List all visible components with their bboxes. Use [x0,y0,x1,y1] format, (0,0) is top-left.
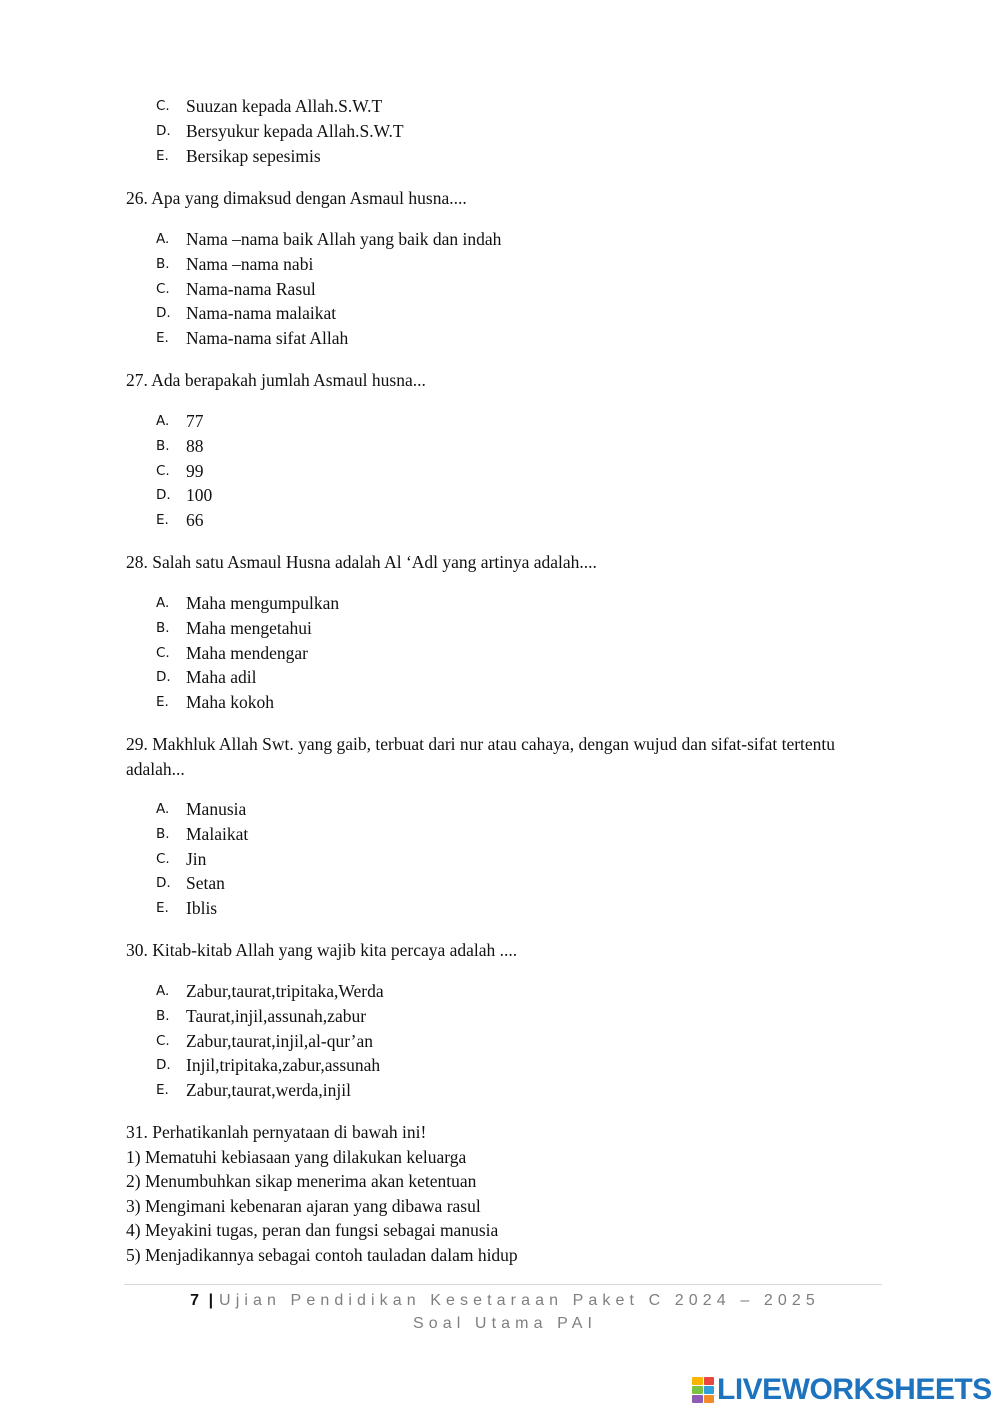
answer-option[interactable] [156,797,248,822]
statement-item: 3) Mengimani kebenaran ajaran yang dibawa rasul [126,1195,481,1216]
option-text: Zabur,taurat,injil,al-qur’an [186,1030,374,1051]
answer-option[interactable] [156,690,339,715]
answer-option[interactable] [156,665,339,690]
option-text: 100 [186,485,213,506]
option-text: Maha mendengar [186,642,308,663]
statement-item: 4) Meyakini tugas, peran dan fungsi sebagai manusia [126,1220,499,1241]
option-text: Nama-nama Rasul [186,278,316,299]
option-letter: A. [156,595,170,611]
option-text: 66 [186,510,204,531]
footer-separator: | [208,1292,214,1309]
option-text: Setan [186,873,225,894]
answer-option[interactable] [156,1053,384,1078]
statement-item: 1) Mematuhi kebiasaan yang dilakukan keluarga [126,1147,467,1167]
footer-exam-title: Ujian Pendidikan Kesetaraan Paket C 2024 – 2025 [219,1292,820,1309]
question-26-text: 26. Apa yang dimaksud dengan Asmaul husna.... [126,188,467,208]
question-26-options [156,227,501,351]
option-text: 99 [186,460,204,481]
option-letter: B. [156,619,170,636]
option-text: Bersikap sepesimis [186,145,321,166]
option-text: Maha mengumpulkan [186,593,340,613]
option-letter: E. [156,512,169,529]
answer-option[interactable] [156,979,384,1004]
option-text: 88 [186,435,204,456]
footer-subject: Soal Utama PAI [412,1315,598,1332]
page-footer [120,1289,890,1335]
statement-item: 2) Menumbuhkan sikap menerima akan ketentuan [126,1171,477,1192]
answer-option[interactable] [156,1078,384,1103]
answer-option[interactable] [156,483,212,508]
footer-divider [124,1284,882,1285]
answer-option[interactable] [156,616,339,641]
option-letter: D. [156,1057,171,1074]
continued-option-list [156,94,404,168]
option-text: Nama –nama baik Allah yang baik dan indah [186,229,502,249]
question-29-options [156,797,248,921]
answer-option[interactable] [156,591,339,616]
option-letter: E. [156,147,169,164]
question-30-options [156,979,384,1103]
option-letter: C. [156,98,170,114]
option-text: Malaikat [186,823,249,844]
option-text: Jin [186,848,207,869]
option-text: Zabur,taurat,tripitaka,Werda [186,981,384,1001]
option-letter: A. [156,231,170,247]
answer-option[interactable] [156,144,404,169]
answer-option[interactable] [156,434,212,459]
logo-block [704,1386,715,1394]
option-text: Zabur,taurat,werda,injil [186,1080,351,1101]
option-text: Nama-nama malaikat [186,303,337,324]
option-letter: C. [156,850,170,867]
logo-block [704,1377,715,1385]
option-text: Maha mengetahui [186,617,312,638]
answer-option[interactable] [156,847,248,872]
answer-option[interactable] [156,301,501,326]
liveworksheets-logo-icon [692,1377,714,1403]
option-text: Taurat,injil,assunah,zabur [186,1005,367,1026]
option-letter: D. [156,669,171,686]
option-letter: D. [156,875,171,892]
answer-option[interactable] [156,409,212,434]
logo-block [692,1386,703,1394]
statement-item: 5) Menjadikannya sebagai contoh tauladan dalam hidup [126,1244,518,1265]
option-text: Manusia [186,799,247,819]
answer-option[interactable] [156,641,339,666]
option-text: 77 [186,411,204,431]
answer-option[interactable] [156,459,212,484]
logo-block [692,1377,703,1385]
answer-option[interactable] [156,508,212,533]
option-text: Iblis [186,898,218,919]
answer-option[interactable] [156,119,404,144]
answer-option[interactable] [156,326,501,351]
answer-option[interactable] [156,227,501,252]
answer-option[interactable] [156,822,248,847]
question-27-options [156,409,212,533]
answer-option[interactable] [156,871,248,896]
option-letter: E. [156,694,169,711]
question-28-options [156,591,339,715]
answer-option[interactable] [156,1029,384,1054]
option-letter: E. [156,330,169,347]
question-28-text: 28. Salah satu Asmaul Husna adalah Al ‘Adl yang artinya adalah.... [126,552,597,572]
option-text: Maha kokoh [186,692,274,713]
option-text: Injil,tripitaka,zabur,assunah [186,1055,381,1076]
option-text: Bersyukur kepada Allah.S.W.T [186,120,404,141]
option-letter: C. [156,1032,170,1049]
option-letter: D. [156,122,171,139]
question-30-text: 30. Kitab-kitab Allah yang wajib kita percaya adalah .... [126,940,518,960]
option-letter: A. [156,983,170,999]
option-letter: B. [156,437,170,454]
option-text: Nama –nama nabi [186,253,314,274]
brand-name: LIVEWORKSHEETS [717,1373,992,1406]
option-letter: B. [156,1007,170,1024]
option-letter: E. [156,900,169,917]
option-letter: C. [156,462,170,479]
footer-line-1 [120,1289,890,1312]
option-letter: D. [156,305,171,322]
option-letter: A. [156,801,170,817]
option-letter: E. [156,1082,169,1099]
option-text: Nama-nama sifat Allah [186,328,349,349]
option-text: Suuzan kepada Allah.S.W.T [186,96,383,116]
option-letter: A. [156,413,170,429]
option-text: Maha adil [186,667,257,688]
page-number: 7 [190,1292,200,1309]
question-29-text: 29. Makhluk Allah Swt. yang gaib, terbuat dari nur atau cahaya, dengan wujud dan sifat-sifat tertentu adalah... [126,734,836,779]
option-letter: B. [156,825,170,842]
answer-option[interactable] [156,896,248,921]
answer-option[interactable] [156,277,501,302]
liveworksheets-brand [692,1374,992,1406]
option-letter: C. [156,644,170,661]
logo-block [704,1395,715,1403]
answer-option[interactable] [156,1004,384,1029]
option-letter: C. [156,280,170,297]
option-letter: D. [156,487,171,504]
question-31-statements [126,1145,518,1267]
question-27-text: 27. Ada berapakah jumlah Asmaul husna... [126,370,426,390]
answer-option[interactable] [156,94,404,119]
logo-block [692,1395,703,1403]
question-31-text: 31. Perhatikanlah pernyataan di bawah ini! [126,1122,427,1142]
answer-option[interactable] [156,252,501,277]
option-letter: B. [156,255,170,272]
